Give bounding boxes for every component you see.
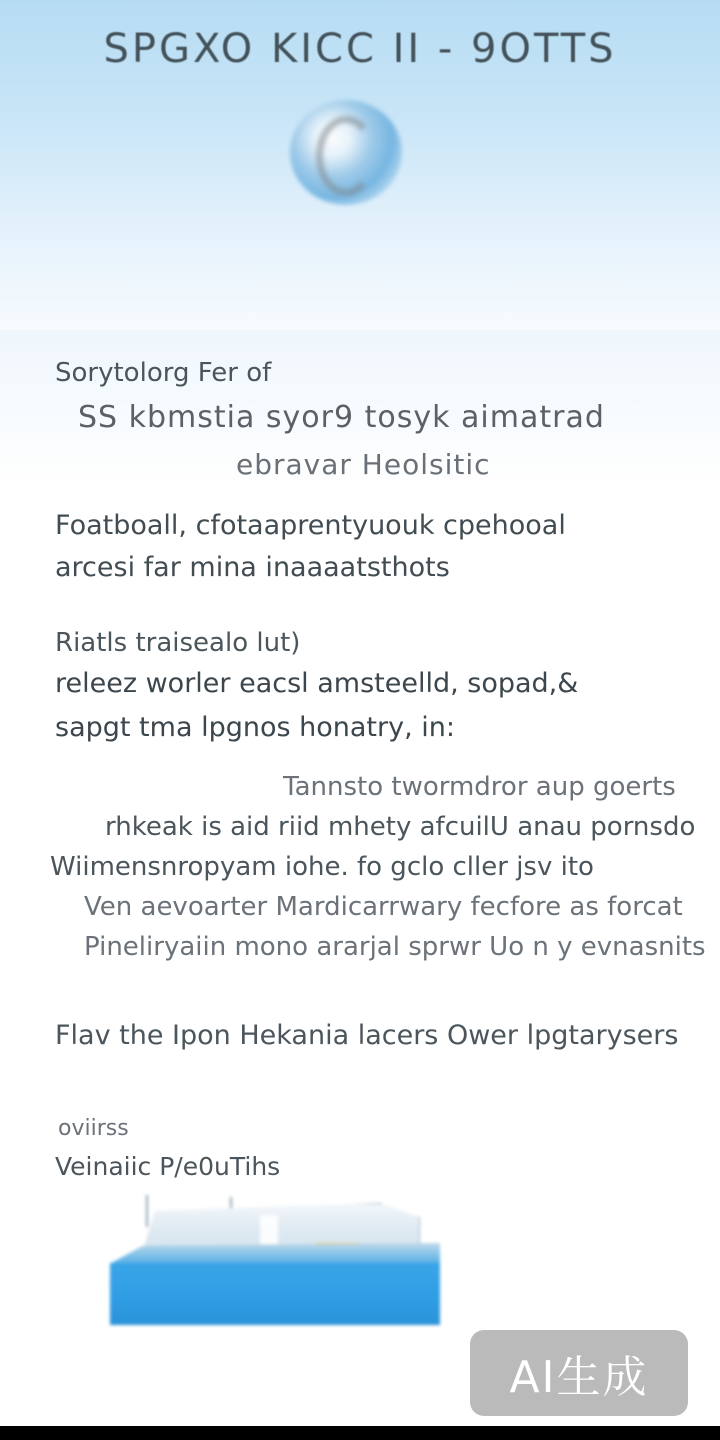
body-line: Sorytolorg Fer of — [55, 358, 272, 388]
body-line: rhkeak is aid riid mhety afcuilU anau pornsdo — [105, 812, 696, 842]
body-line: Veinaiic P/e0uTihs — [55, 1152, 281, 1181]
ship-photo — [110, 1195, 440, 1325]
body-line: oviirss — [58, 1116, 129, 1141]
body-line: Ven aevoarter Mardicarrwary fecfore as forcat — [84, 892, 683, 922]
body-line: Foatboall, cfotaaprentyuouk cpehooal — [55, 510, 566, 541]
globe-icon — [290, 100, 402, 205]
mast-line — [146, 1195, 148, 1227]
body-line: releez worler eacsl amsteelld, sopad,& — [55, 668, 579, 699]
body-line: Pineliryaiin mono ararjal sprwr Uo n y evnasnits — [84, 932, 706, 962]
body-line: SS kbmstia syor9 tosyk aimatrad — [78, 400, 605, 435]
body-line: Tannsto twormdror aup goerts — [283, 772, 676, 802]
body-line: arcesi far mina inaaaatsthots — [55, 552, 450, 583]
body-line: sapgt tma lpgnos honatry, in: — [55, 712, 455, 743]
bottom-bar — [0, 1426, 720, 1440]
body-line: Wiimensnropyam iohe. fo gclo cller jsv ito — [50, 852, 594, 882]
water — [110, 1263, 440, 1325]
ai-watermark: AI生成 — [470, 1330, 688, 1416]
body-line: Flav the Ipon Hekania lacers Ower lpgtarysers — [55, 1020, 679, 1051]
body-line: Riatls traisealo lut) — [55, 628, 301, 658]
page-title: SPGXO KICC II - 9OTTS — [103, 26, 617, 72]
body-line: ebravar Heolsitic — [236, 448, 491, 481]
